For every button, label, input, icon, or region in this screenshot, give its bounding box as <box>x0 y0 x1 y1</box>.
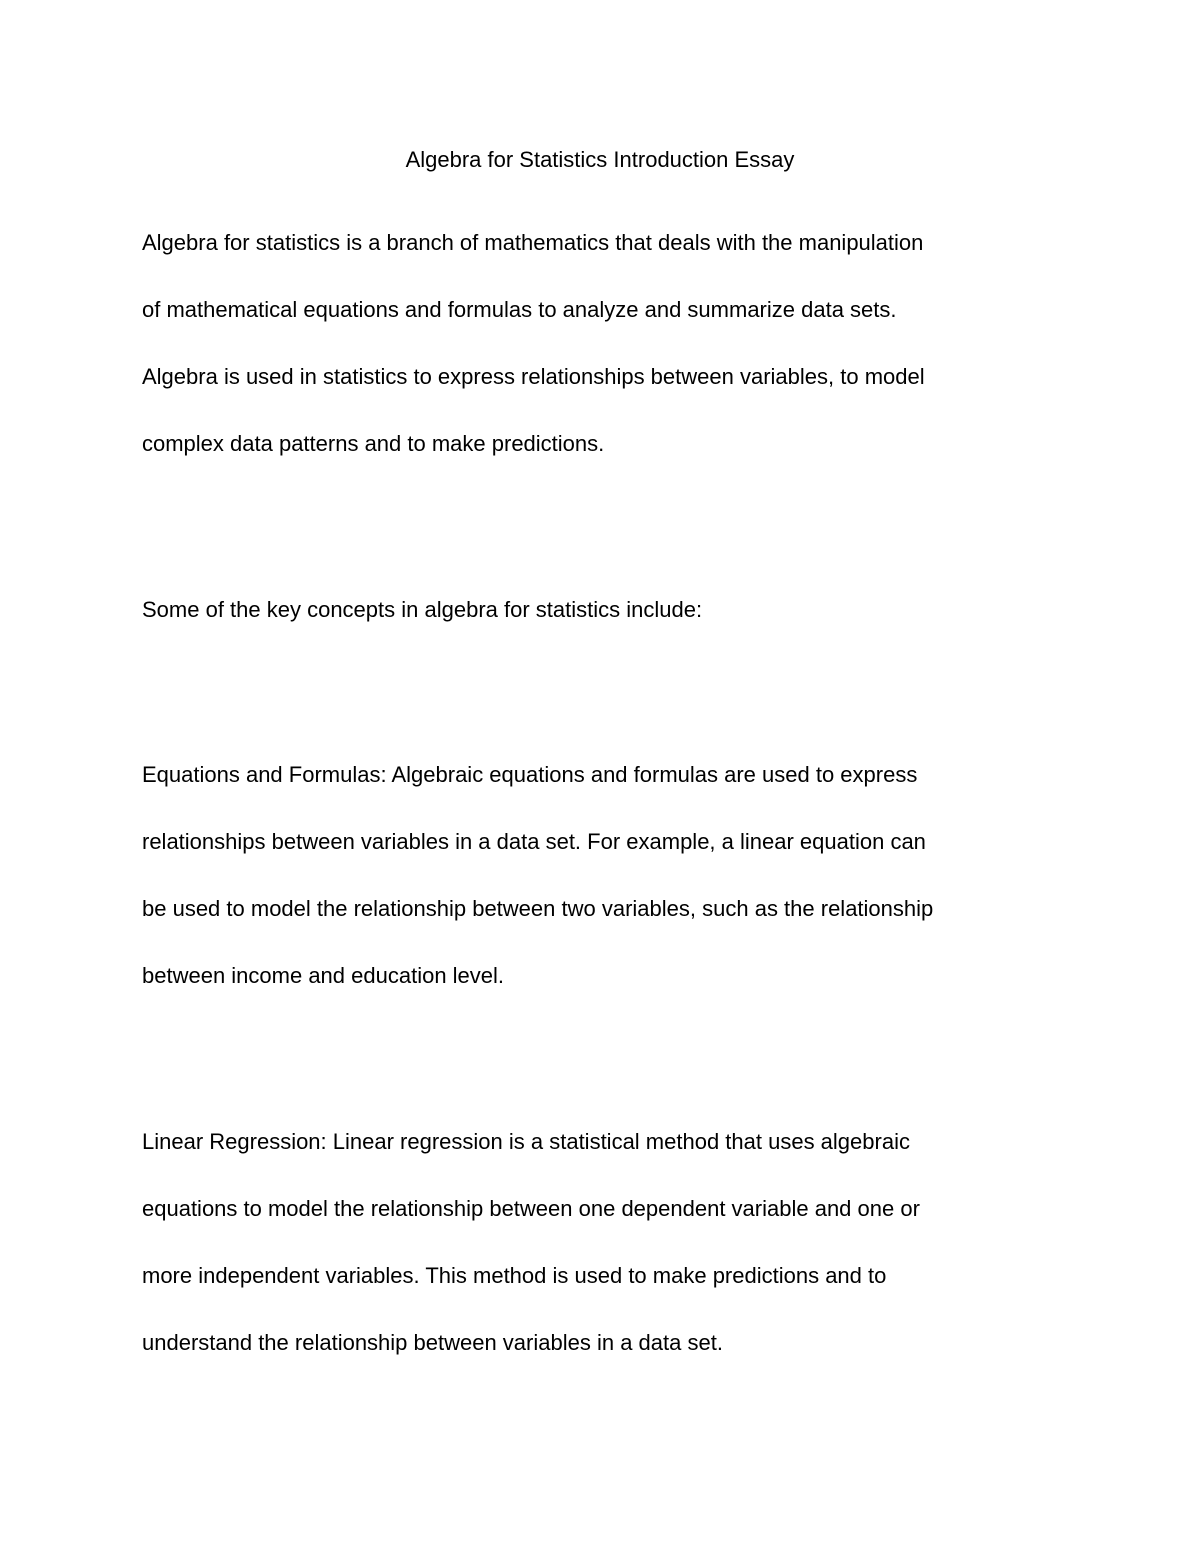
text-line: Algebra is used in statistics to express relationships between variables, to model <box>142 364 925 389</box>
document-title: Algebra for Statistics Introduction Essay <box>405 147 795 172</box>
text-line: be used to model the relationship between two variables, such as the relationship <box>142 896 934 921</box>
text-line: Equations and Formulas: Algebraic equations and formulas are used to express <box>142 762 918 787</box>
text-line: of mathematical equations and formulas to analyze and summarize data sets. <box>142 297 897 322</box>
text-line: equations to model the relationship between one dependent variable and one or <box>142 1196 920 1221</box>
text-line: Algebra for statistics is a branch of mathematics that deals with the manipulation <box>142 230 924 255</box>
text-line: Linear Regression: Linear regression is a statistical method that uses algebraic <box>142 1129 910 1154</box>
text-line: between income and education level. <box>142 963 505 988</box>
text-line: more independent variables. This method is used to make predictions and to <box>142 1263 887 1288</box>
text-line: understand the relationship between variables in a data set. <box>142 1330 723 1355</box>
text-line: Some of the key concepts in algebra for statistics include: <box>142 597 703 622</box>
text-line: complex data patterns and to make predictions. <box>142 431 605 456</box>
text-line: relationships between variables in a data set. For example, a linear equation can <box>142 829 926 854</box>
